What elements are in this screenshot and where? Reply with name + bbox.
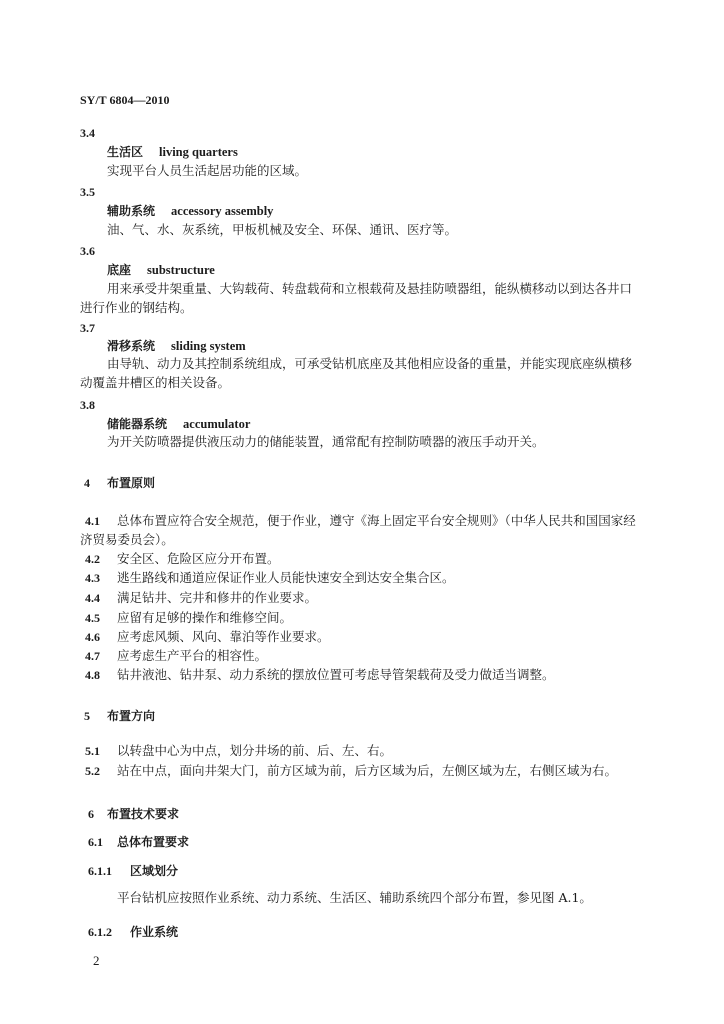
subsubsection-number: 6.1.1 (88, 864, 112, 878)
subsubsection-number: 6.1.2 (88, 925, 112, 939)
term-definition: 为开关防喷器提供液压动力的储能装置，通常配有控制防喷器的液压手动开关。 (107, 434, 545, 449)
body-paragraph: 平台钻机应按照作业系统、动力系统、生活区、辅助系统四个部分布置，参见图 A.1。 (117, 890, 592, 905)
item-number: 4.2 (85, 552, 100, 566)
item-number: 5.2 (85, 764, 100, 778)
section-number: 6 (88, 807, 94, 821)
item-number: 4.5 (85, 611, 100, 625)
section-title: 布置原则 (107, 476, 156, 490)
term-zh: 储能器系统 (107, 417, 168, 431)
section-title: 布置技术要求 (107, 807, 180, 821)
term-heading (107, 203, 273, 219)
section-title: 布置方向 (107, 709, 156, 723)
term-definition: 油、气、水、灰系统，甲板机械及安全、环保、通讯、医疗等。 (107, 222, 458, 237)
item-text: 应考虑生产平台的相容性。 (117, 648, 268, 663)
item-text: 应留有足够的操作和维修空间。 (117, 610, 293, 625)
subsection-title: 总体布置要求 (117, 835, 190, 849)
clause-number: 3.8 (80, 398, 95, 412)
term-definition: 用来承受井架重量、大钩载荷、转盘载荷和立根载荷及悬挂防喷器组，能纵横移动以到达各井口 (107, 281, 633, 296)
standard-code: SY/T 6804—2010 (80, 93, 170, 107)
term-zh: 辅助系统 (107, 204, 156, 218)
term-definition-continued: 动覆盖井槽区的相关设备。 (80, 375, 231, 390)
item-text: 满足钻井、完井和修井的作业要求。 (117, 590, 318, 605)
term-en: accumulator (183, 417, 251, 431)
term-heading (107, 338, 246, 354)
term-zh: 滑移系统 (107, 339, 156, 353)
section-number: 5 (84, 709, 90, 723)
term-definition: 实现平台人员生活起居功能的区域。 (107, 163, 308, 178)
item-number: 4.6 (85, 630, 100, 644)
item-text-continued: 济贸易委员会）。 (80, 532, 174, 547)
term-heading (107, 416, 250, 432)
item-number: 5.1 (85, 744, 100, 758)
term-en: living quarters (159, 145, 238, 159)
term-en: sliding system (171, 339, 246, 353)
item-text: 以转盘中心为中点，划分井场的前、后、左、右。 (117, 743, 393, 758)
item-number: 4.4 (85, 591, 100, 605)
item-number: 4.1 (85, 514, 100, 528)
term-en: substructure (147, 263, 215, 277)
term-zh: 底座 (107, 263, 132, 277)
subsection-number: 6.1 (88, 835, 103, 849)
item-number: 4.7 (85, 649, 100, 663)
item-number: 4.3 (85, 571, 100, 585)
clause-number: 3.7 (80, 321, 95, 335)
section-number: 4 (84, 476, 90, 490)
term-heading (107, 262, 215, 278)
item-text: 钻井液池、钻井泵、动力系统的摆放位置可考虑导管架载荷及受力做适当调整。 (117, 667, 555, 682)
clause-number: 3.6 (80, 244, 95, 258)
item-text: 逃生路线和通道应保证作业人员能快速安全到达安全集合区。 (117, 570, 455, 585)
clause-number: 3.4 (80, 126, 95, 140)
item-text: 站在中点，面向井架大门，前方区域为前，后方区域为后，左侧区域为左，右侧区域为右。 (117, 763, 618, 778)
term-zh: 生活区 (107, 145, 144, 159)
item-text: 应考虑风频、风向、靠泊等作业要求。 (117, 629, 330, 644)
term-definition-continued: 进行作业的钢结构。 (80, 300, 193, 315)
item-text: 总体布置应符合安全规范，便于作业，遵守《海上固定平台安全规则》（中华人民共和国国家经 (117, 513, 636, 528)
item-text: 安全区、危险区应分开布置。 (117, 551, 280, 566)
subsubsection-title: 作业系统 (130, 925, 179, 939)
term-definition: 由导轨、动力及其控制系统组成，可承受钻机底座及其他相应设备的重量，并能实现底座纵横移 (107, 356, 633, 371)
subsubsection-title: 区域划分 (130, 864, 179, 878)
term-heading (107, 144, 238, 160)
clause-number: 3.5 (80, 185, 95, 199)
page-number: 2 (93, 953, 100, 968)
term-en: accessory assembly (171, 204, 274, 218)
item-number: 4.8 (85, 668, 100, 682)
